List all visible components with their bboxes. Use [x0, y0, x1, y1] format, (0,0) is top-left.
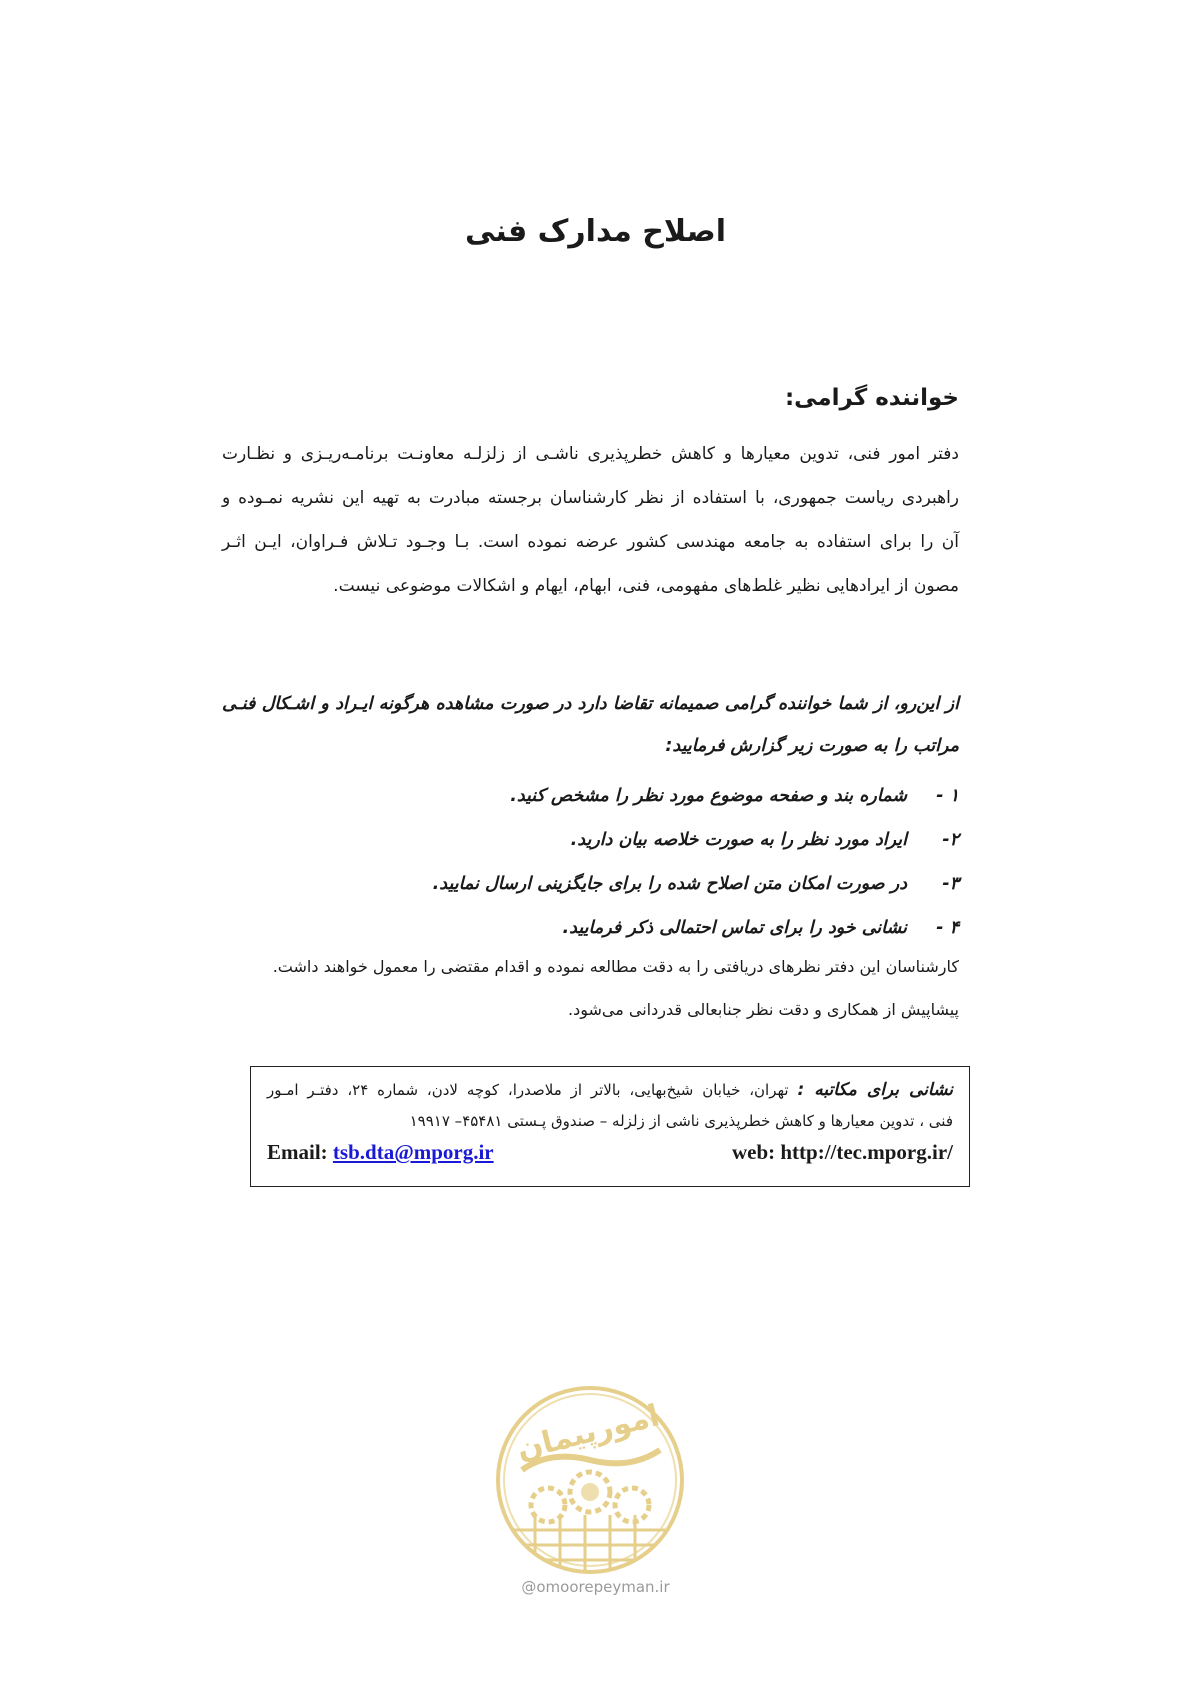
address-line-2: فنی ، تدوین معیارها و کاهش خطرپذیری ناشی از زلزله – صندوق پـستی ۴۵۴۸۱– ۱۹۹۱۷: [409, 1112, 953, 1130]
intro-line: دفتر امور فنی، تدوین معیارها و کاهش خطرپذیری ناشـی از زلزلـه معاونـت برنامـه‌ریـزی و نظـارت: [222, 444, 959, 464]
list-item: [222, 906, 959, 950]
contact-links: [267, 1137, 953, 1167]
watermark-emblem: [490, 1380, 690, 1580]
address-line-1: تهران، خیابان شیخ‌بهایی، بالاتر از ملاصدرا، کوچه لادن، شماره ۲۴، دفتـر امـور: [267, 1081, 789, 1099]
email-label: Email:: [267, 1140, 328, 1164]
list-item: [222, 862, 959, 906]
contact-label: نشانی برای مکاتبه :: [797, 1080, 954, 1100]
intro-line: مصون از ایرادهایی نظیر غلط‌های مفهومی، فنی، ابهام، ایهام و اشکالات موضوعی نیست.: [333, 576, 959, 596]
contact-address: [267, 1075, 953, 1137]
emblem-text: امورپیمان: [513, 1398, 663, 1468]
request-line: مراتب را به صورت زیر گزارش فرمایید:: [665, 736, 959, 756]
request-paragraph: [222, 683, 959, 767]
closing-line: پیشاپیش از همکاری و دقت نظر جنابعالی قدردانی می‌شود.: [567, 1000, 959, 1019]
request-line: از این‌رو، از شما خواننده گرامی صمیمانه تقاضا دارد در صورت مشاهده هرگونه ایـراد و اشـکال فنـی: [222, 694, 959, 714]
contact-box: [250, 1066, 970, 1187]
address-line: [267, 1075, 953, 1106]
step-text: ایراد مورد نظر را به صورت خلاصه بیان دارید.: [570, 830, 907, 850]
step-text: نشانی خود را برای تماس احتمالی ذکر فرمایید.: [562, 918, 907, 938]
intro-line: راهبردی ریاست جمهوری، با استفاده از نظر کارشناسان برجسته مبادرت به تهیه این نشریه نمـوده و: [222, 488, 959, 508]
step-number: ۳-: [942, 874, 959, 894]
step-number: ۱ -: [936, 786, 959, 806]
email-link[interactable]: tsb.dta@mporg.ir: [332, 1140, 494, 1164]
list-item: [222, 774, 959, 818]
salutation-heading: خواننده گرامی:: [784, 385, 959, 411]
email-block: [267, 1137, 494, 1167]
step-number: ۴ -: [936, 918, 959, 938]
step-text: شماره بند و صفحه موضوع مورد نظر را مشخص کنید.: [510, 786, 907, 806]
web-address: web: http://tec.mporg.ir/: [731, 1140, 953, 1164]
emblem-icon: [490, 1380, 690, 1580]
step-text: در صورت امکان متن اصلاح شده را برای جایگزینی ارسال نمایید.: [432, 874, 907, 894]
watermark-text: @omoorepeyman.ir: [521, 1578, 670, 1596]
step-number: ۲-: [942, 830, 959, 850]
page-title: اصلاح مدارک فنی: [465, 214, 726, 249]
intro-paragraph: [222, 432, 959, 608]
closing-line: کارشناسان این دفتر نظرهای دریافتی را به دقت مطالعه نموده و اقدام مقتضی را معمول خواهند داشت.: [272, 957, 959, 976]
intro-line: آن را برای استفاده به جامعه مهندسی کشور عرضه نموده است. بـا وجـود تـلاش فـراوان، ایـن اثـر: [222, 532, 959, 552]
closing-paragraph: [222, 945, 959, 1031]
list-item: [222, 818, 959, 862]
steps-list: [222, 774, 959, 950]
